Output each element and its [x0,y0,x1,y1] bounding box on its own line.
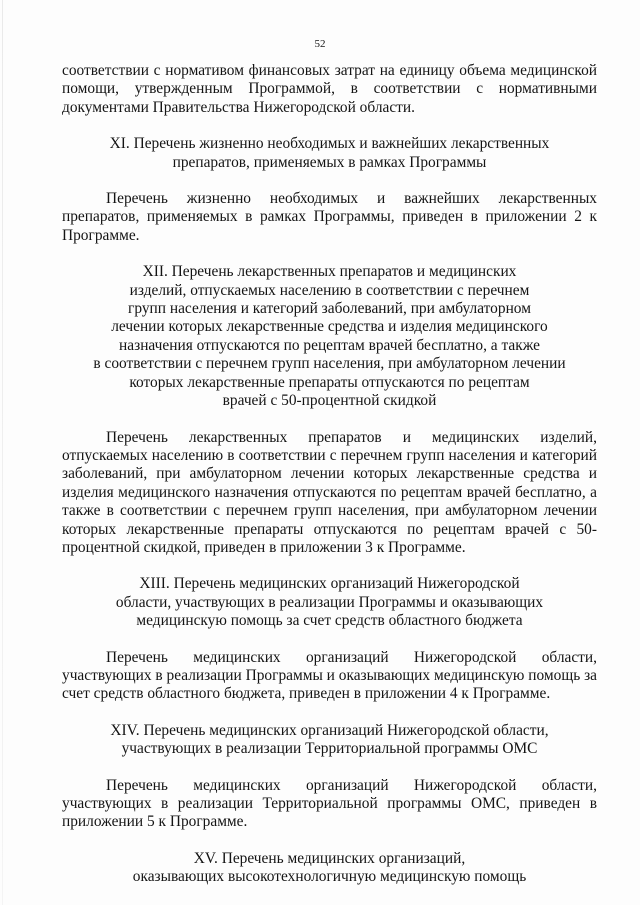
section-text-xiii: Перечень медицинских организаций Нижегородской области, участвующих в реализации Программы и оказывающих медицинскую помощь за счет средств областного бюджета, приведен в приложении 4 к Программе. [62,648,597,703]
section-heading-xi: XI. Перечень жизненно необходимых и важнейших лекарственных препаратов, применяемых в рамках Программы [109,135,550,171]
section-heading-xv: XV. Перечень медицинских организаций, оказывающих высокотехнологичную медицинскую помощь [132,849,527,886]
section-text-xiv: Перечень медицинских организаций Нижегородской области, участвующих в реализации Территориальной программы ОМС, приведен в приложении 5 к Программе. [62,776,597,831]
section-heading-xiv: XIV. Перечень медицинских организаций Нижегородской области, участвующих в реализации Территориальной программы ОМС [110,721,549,758]
scan-edge [2,0,3,905]
document-body [62,62,597,887]
section-heading-xiii: XIII. Перечень медицинских организаций Нижегородской области, участвующих в реализации Программы и оказывающих медицинскую помощь за счет средств областного бюджета [115,575,544,630]
section-text-xii: Перечень лекарственных препаратов и медицинских изделий, отпускаемых населению в соответствии с перечнем групп населения и категорий заболеваний, при амбулаторном лечении которых лекарственные средства и изделия медицинского назначения отпускаются по рецептам врачей бесплатно, а также в соответствии с перечнем групп населения, при амбулаторном лечении которых лекарственные препараты отпускаются по рецептам врачей с 50-процентной скидкой, приведен в приложении 3 к Программе. [62,428,597,556]
intro-paragraph: соответствии с нормативом финансовых затрат на единицу объема медицинской помощи, утвержденным Программой, в соответствии с нормативными документами Правительства Нижегородской области. [62,62,597,116]
page-number: 52 [314,38,326,50]
section-text-xi: Перечень жизненно необходимых и важнейших лекарственных препаратов, применяемых в рамках Программы, приведен в приложении 2 к Программе. [62,190,597,244]
section-heading-xii: XII. Перечень лекарственных препаратов и медицинских изделий, отпускаемых населению в соответствии с перечнем групп населения и категорий заболеваний, при амбулаторном лечении которых лекарственные средства и изделия медицинского назначения отпускаются по рецептам врачей бесплатно, а также в соответствии с перечнем групп населения, при амбулаторном лечении которых лекарственные препараты отпускаются по рецептам врачей с 50-процентной скидкой [93,263,566,410]
